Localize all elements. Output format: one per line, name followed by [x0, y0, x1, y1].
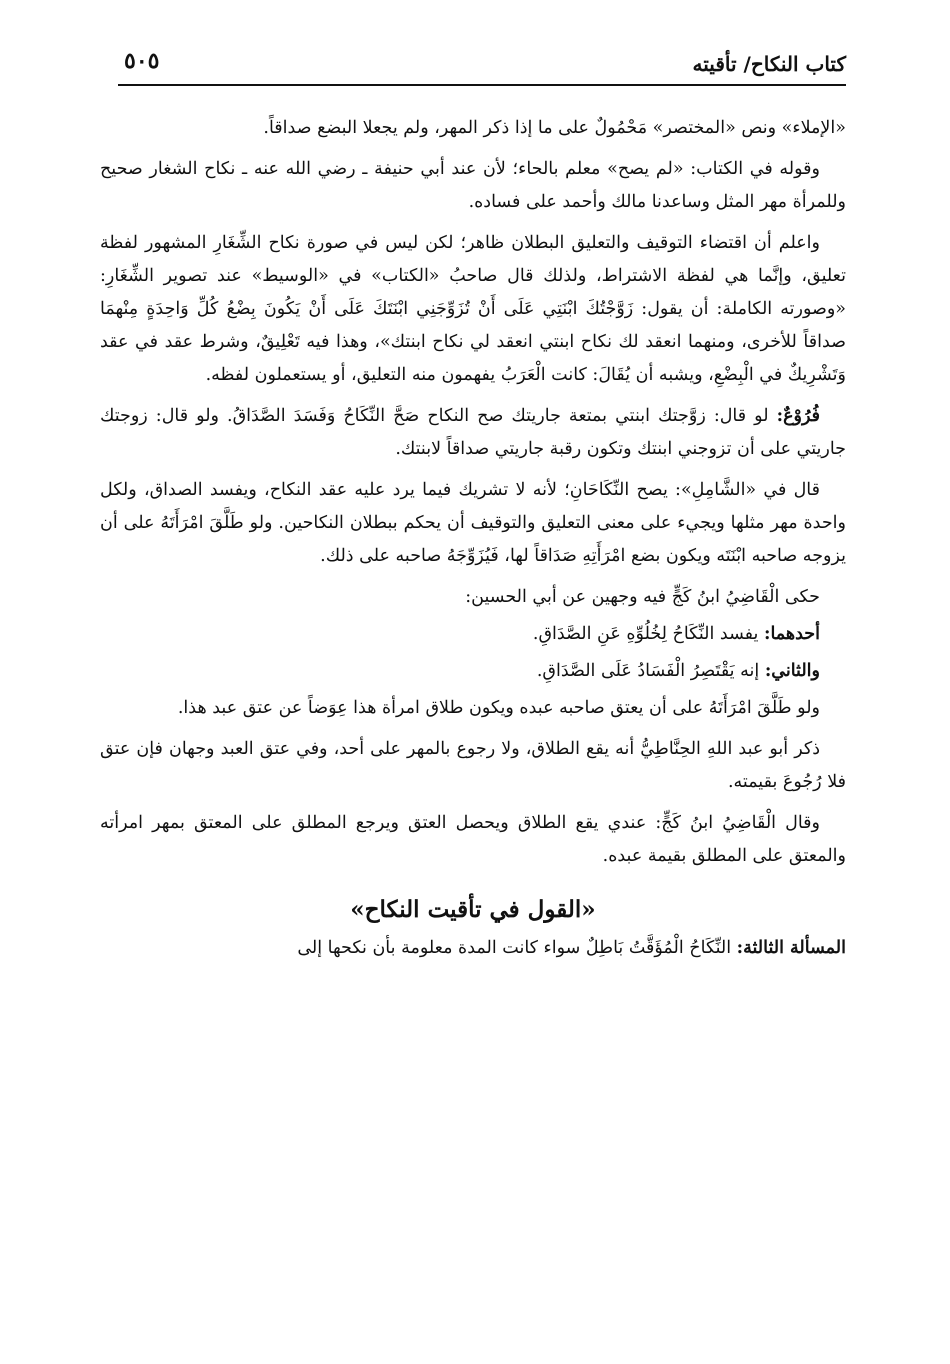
paragraph: «الإملاء» ونص «المختصر» مَحْمُولٌ على ما إذا ذكر المهر، ولم يجعلا البضع صداقاً. — [263, 118, 846, 138]
running-title: كتاب النكاح/ تأقيته — [692, 52, 846, 76]
paragraph: والثاني: إنه يَقْتَصِرُ الْفَسَادُ عَلَى الصَّدَاقِ. — [536, 661, 820, 681]
paragraph: أحدهما: يفسد النِّكَاحُ لِخُلُوِّهِ عَنِ الصَّدَاقِ. — [532, 624, 820, 644]
paragraph: المسألة الثالثة: النِّكَاحُ الْمُؤَقَّتُ بَاطِلٌ سواء كانت المدة معلومة بأن نكحها إلى — [297, 938, 846, 958]
paragraph-label: أحدهما: — [763, 624, 820, 644]
paragraph: وقال الْقَاضِيُ ابنُ كَجٍّ: عندي يقع الطلاق ويحصل العتق ويرجع المطلق على المعتق بمهر امرأته والمعتق على المطلق بقيمة عبده. — [100, 813, 846, 866]
page-number: ٥٠٥ — [124, 48, 160, 74]
paragraph-label: والثاني: — [764, 661, 820, 681]
paragraph: ولو طَلَّقَ امْرَأَتَهُ على أن يعتق صاحبه عبده ويكون طلاق امرأة هذا عِوَضاً عن عتق عبد هذا. — [177, 698, 820, 718]
page-header — [118, 46, 846, 86]
paragraph: قال في «الشَّامِلِ»: يصح النِّكَاحَانِ؛ لأنه لا تشريك فيما يرد عليه عقد النكاح، ويفسد الصداق، ولكل واحدة مهر مثلها ويجيء على معنى التعليق والتوقيف أن يحكم ببطلان النكاحين. ولو طَلَّقَ امْرَأَتَهُ على أن يزوجه صاحبه ابْنَتَه ويكون بضع امْرَأَتِهِ صَدَاقاً لها، فَيُزَوِّجَهُ صاحبه على ذلك. — [100, 480, 846, 566]
paragraph: واعلم أن اقتضاء التوقيف والتعليق البطلان ظاهر؛ لكن ليس في صورة نكاح الشِّغَارِ المشهور لفظة تعليق، وإنَّما هي لفظة الاشتراط، ولذلك قال صاحبُ «الكتاب» في «الوسيط» عند تصوير الشِّغَارِ: «وصورته الكاملة: أن يقول: زَوَّجْتُكَ ابْنَتِي عَلَى أَنْ تُزَوِّجَنِي ابْنَتَكَ عَلَى أَنْ يَكُونَ بِضْعُ كُلِّ وَاحِدَةٍ مِنْهمَا صداقاً للأخرى، ومنهما انعقد لك نكاح ابنتي انعقد لي نكاح ابنتك»، وهذا فيه تَعْلِيقٌ، وشرط عقد في عقد وَتَشْرِيكٌ في الْبِضْعِ، ويشبه أن يُقَالَ: كانت الْعَرَبُ يفهمون منه التعليق، أو يستعملون لفظه. — [100, 233, 846, 385]
main-text — [100, 112, 846, 973]
paragraph: وقوله في الكتاب: «لم يصح» معلم بالحاء؛ لأن عند أبي حنيفة ـ رضي الله عنه ـ نكاح الشغار صحيح وللمرأة مهر المثل وساعدنا مالك وأحمد على فساده. — [100, 159, 846, 212]
paragraph: حكى الْقَاضِيُ ابنُ كَجٍّ فيه وجهين عن أبي الحسين: — [465, 587, 820, 607]
paragraph-label: المسألة الثالثة: — [736, 938, 846, 958]
section-heading: «القول في تأقيت النكاح» — [350, 896, 596, 923]
paragraph: فُرُوْعٌ: لو قال: زوَّجتك ابنتي بمتعة جاريتك صح النكاح صَحَّ النِّكَاحُ وَفَسَدَ الصَّدَاقُ. ولو قال: زوجتك جاريتي على أن تزوجني ابنتك وتكون رقبة جاريتي صداقاً لابنتك. — [100, 406, 846, 459]
paragraph-label: فُرُوْعٌ: — [776, 406, 820, 426]
paragraph: ذكر أبو عبد اللهِ الحِنَّاطِيُّ أنه يقع الطلاق، ولا رجوع بالمهر على أحد، وفي عتق العبد وجهان فإن عتق فلا رُجُوعَ بقيمته. — [100, 739, 846, 792]
